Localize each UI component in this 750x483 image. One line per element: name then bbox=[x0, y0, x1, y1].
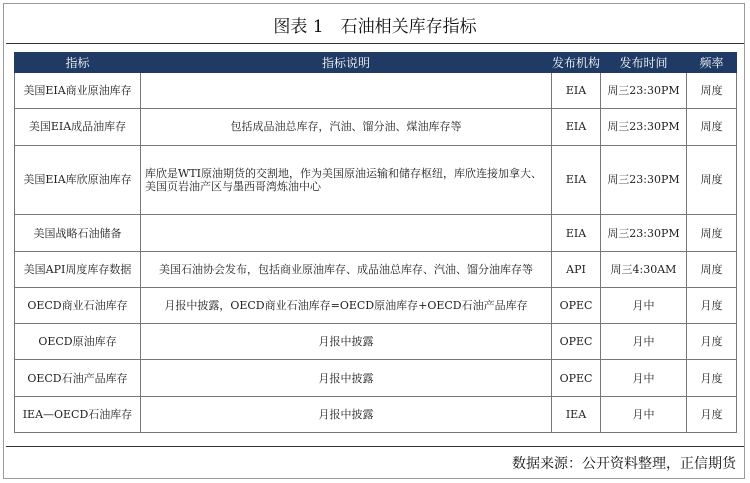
cell-org: EIA bbox=[552, 215, 601, 251]
header-org: 发布机构 bbox=[552, 53, 601, 73]
cell-description: 包括成品油总库存，汽油、馏分油、煤油库存等 bbox=[141, 109, 552, 145]
table-row bbox=[15, 360, 737, 396]
cell-indicator: OECD原油库存 bbox=[15, 324, 141, 360]
cell-description: 库欣是WTI原油期货的交割地，作为美国原油运输和储存枢纽，库欣连接加拿大、美国页岩油产区与墨西哥湾炼油中心 bbox=[141, 145, 552, 215]
cell-time: 周三4:30AM bbox=[601, 251, 687, 287]
table-row bbox=[15, 324, 737, 360]
cell-indicator: 美国EIA成品油库存 bbox=[15, 109, 141, 145]
cell-org: EIA bbox=[552, 145, 601, 215]
cell-org: OPEC bbox=[552, 287, 601, 323]
table-header-row bbox=[15, 53, 737, 73]
data-source-note: 数据来源：公开资料整理，正信期货 bbox=[512, 456, 736, 472]
figure-title: 图表 1 石油相关库存指标 bbox=[273, 17, 477, 37]
table-row bbox=[15, 215, 737, 251]
cell-indicator: 美国API周度库存数据 bbox=[15, 251, 141, 287]
cell-description: 月报中披露 bbox=[141, 324, 552, 360]
cell-description bbox=[141, 215, 552, 251]
cell-indicator: OECD商业石油库存 bbox=[15, 287, 141, 323]
cell-time: 月中 bbox=[601, 287, 687, 323]
table-row bbox=[15, 145, 737, 215]
cell-indicator: IEA—OECD石油库存 bbox=[15, 396, 141, 432]
cell-frequency: 周度 bbox=[687, 251, 737, 287]
title-divider bbox=[6, 43, 744, 44]
cell-frequency: 周度 bbox=[687, 109, 737, 145]
cell-description: 月报中披露，OECD商业石油库存=OECD原油库存+OECD石油产品库存 bbox=[141, 287, 552, 323]
table-row bbox=[15, 287, 737, 323]
cell-description bbox=[141, 73, 552, 109]
cell-frequency: 月度 bbox=[687, 324, 737, 360]
cell-time: 周三23:30PM bbox=[601, 145, 687, 215]
cell-time: 周三23:30PM bbox=[601, 109, 687, 145]
cell-org: IEA bbox=[552, 396, 601, 432]
cell-time: 月中 bbox=[601, 360, 687, 396]
table-row bbox=[15, 109, 737, 145]
cell-org: OPEC bbox=[552, 360, 601, 396]
cell-indicator: 美国战略石油储备 bbox=[15, 215, 141, 251]
cell-time: 月中 bbox=[601, 324, 687, 360]
cell-description: 美国石油协会发布，包括商业原油库存、成品油总库存、汽油、馏分油库存等 bbox=[141, 251, 552, 287]
cell-frequency: 周度 bbox=[687, 215, 737, 251]
cell-org: EIA bbox=[552, 73, 601, 109]
cell-frequency: 周度 bbox=[687, 145, 737, 215]
cell-description: 月报中披露 bbox=[141, 396, 552, 432]
header-description: 指标说明 bbox=[141, 53, 552, 73]
cell-org: EIA bbox=[552, 109, 601, 145]
header-frequency: 频率 bbox=[687, 53, 737, 73]
cell-frequency: 周度 bbox=[687, 73, 737, 109]
inventory-indicators-table bbox=[14, 52, 737, 433]
cell-org: OPEC bbox=[552, 324, 601, 360]
cell-time: 周三23:30PM bbox=[601, 73, 687, 109]
cell-indicator: OECD石油产品库存 bbox=[15, 360, 141, 396]
cell-indicator: 美国EIA库欣原油库存 bbox=[15, 145, 141, 215]
table-row bbox=[15, 73, 737, 109]
header-indicator: 指标 bbox=[15, 53, 141, 73]
cell-indicator: 美国EIA商业原油库存 bbox=[15, 73, 141, 109]
cell-description: 月报中披露 bbox=[141, 360, 552, 396]
cell-org: API bbox=[552, 251, 601, 287]
table-row bbox=[15, 251, 737, 287]
cell-frequency: 月度 bbox=[687, 287, 737, 323]
cell-time: 月中 bbox=[601, 396, 687, 432]
header-time: 发布时间 bbox=[601, 53, 687, 73]
table-row bbox=[15, 396, 737, 432]
source-divider bbox=[6, 446, 744, 447]
cell-time: 周三23:30PM bbox=[601, 215, 687, 251]
cell-frequency: 月度 bbox=[687, 360, 737, 396]
cell-frequency: 月度 bbox=[687, 396, 737, 432]
